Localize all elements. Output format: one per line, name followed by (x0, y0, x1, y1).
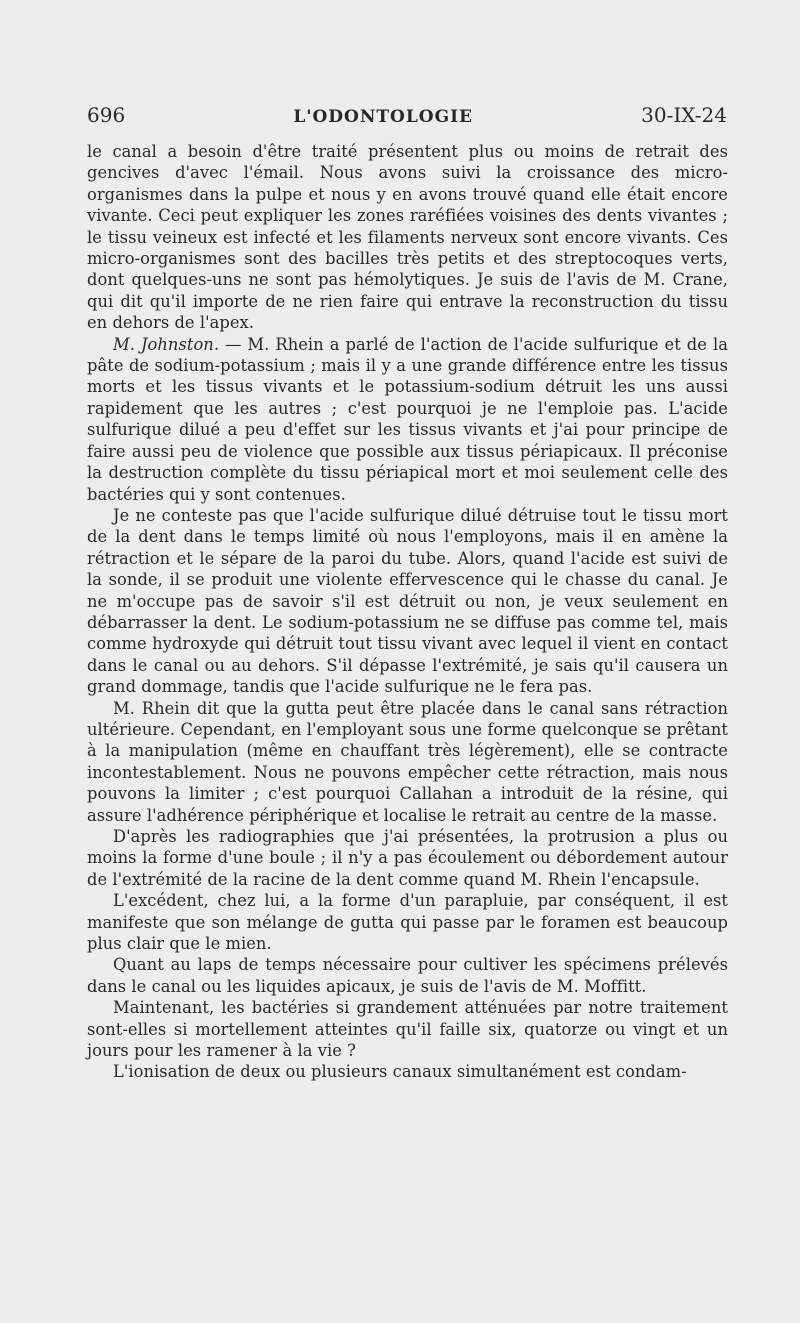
issue-date: 30-IX-24 (641, 103, 727, 127)
body-text (87, 141, 728, 1083)
paragraph: L'excédent, chez lui, a la forme d'un parapluie, par conséquent, il est manifeste que son mélange de gutta qui passe par le foramen est beaucoup plus clair que le mien. (87, 891, 728, 954)
journal-title: L'ODONTOLOGIE (293, 107, 474, 127)
paragraph: Quant au laps de temps nécessaire pour cultiver les spécimens prélevés dans le canal ou les liquides apicaux, je suis de l'avis de M. Moffitt. (87, 955, 728, 996)
paragraph: Maintenant, les bactéries si grandement atténuées par notre traitement sont-elles si mortellement atteintes qu'il faille six, quatorze ou vingt et un jours pour les ramener à la vie ? (87, 998, 728, 1061)
paragraph: M. Rhein dit que la gutta peut être placée dans le canal sans rétraction ultérieure. Cependant, en l'employant sous une forme quelconque se prêtant à la manipulation (même en chauffant très légèrement), elle se contracte incontestablement. Nous ne pouvons empêcher cette rétraction, mais nous pouvons la limiter ; c'est pourquoi Callahan a introduit de la résine, qui assure l'adhérence périphérique et localise le retrait au centre de la masse. (87, 698, 728, 825)
paragraph: L'ionisation de deux ou plusieurs canaux simultanément est condam- (113, 1062, 687, 1082)
paragraph: Je ne conteste pas que l'acide sulfurique dilué détruise tout le tissu mort de la dent dans le temps limité où nous l'employons, mais il en amène la rétraction et le sépare de la paroi du tube. Alors, quand l'acide est suivi de la sonde, il se produit une violente effervescence qui le chasse du canal. Je ne m'occupe pas de savoir s'il est détruit ou non, je veux seulement en débarrasser la dent. Le sodium-potassium ne se diffuse pas comme tel, mais comme hydroxyde qui détruit tout tissu vivant avec lequel il vient en contact dans le canal ou au dehors. S'il dépasse l'extrémité, je sais qu'il causera un grand dommage, tandis que l'acide sulfurique ne le fera pas. (87, 505, 728, 697)
speaker-name: M. Johnston. (113, 334, 220, 354)
page-number: 696 (87, 103, 126, 127)
paragraph: D'après les radiographies que j'ai présentées, la protrusion a plus ou moins la forme d'une boule ; il n'y a pas écoulement ou débordement autour de l'extrémité de la racine de la dent comme quand M. Rhein l'encapsule. (87, 827, 728, 889)
paragraph: le canal a besoin d'être traité présentent plus ou moins de retrait des gencives d'avec l'émail. Nous avons suivi la croissance des micro-organismes dans la pulpe et nous y en avons trouvé quand elle était encore vivante. Ceci peut expliquer les zones raréfiées voisines des dents vivantes ; le tissu veineux est infecté et les filaments nerveux sont encore vivants. Ces micro-organismes sont des bacilles très petits et des streptocoques verts, dont quelques-uns ne sont pas hémolytiques. Je suis de l'avis de M. Crane, qui dit qu'il importe de ne rien faire qui entrave la reconstruction du tissu en dehors de l'apex. (87, 142, 728, 333)
paragraph-text: — M. Rhein a parlé de l'action de l'acide sulfurique et de la pâte de sodium-potassium ; mais il y a une grande différence entre les tissus morts et les tissus vivants et le potassium-sodium détruit les uns aussi rapidement que les autres ; c'est pourquoi je ne l'emploie pas. L'acide sulfurique dilué a peu d'effet sur les tissus vivants et j'ai pour principe de faire aussi peu de violence que possible aux tissus périapicaux. Il préconise la destruction complète du tissu périapical mort et moi seulement celle des bactéries qui y sont contenues. (87, 334, 728, 504)
running-header (87, 103, 727, 133)
paragraph (87, 334, 728, 505)
